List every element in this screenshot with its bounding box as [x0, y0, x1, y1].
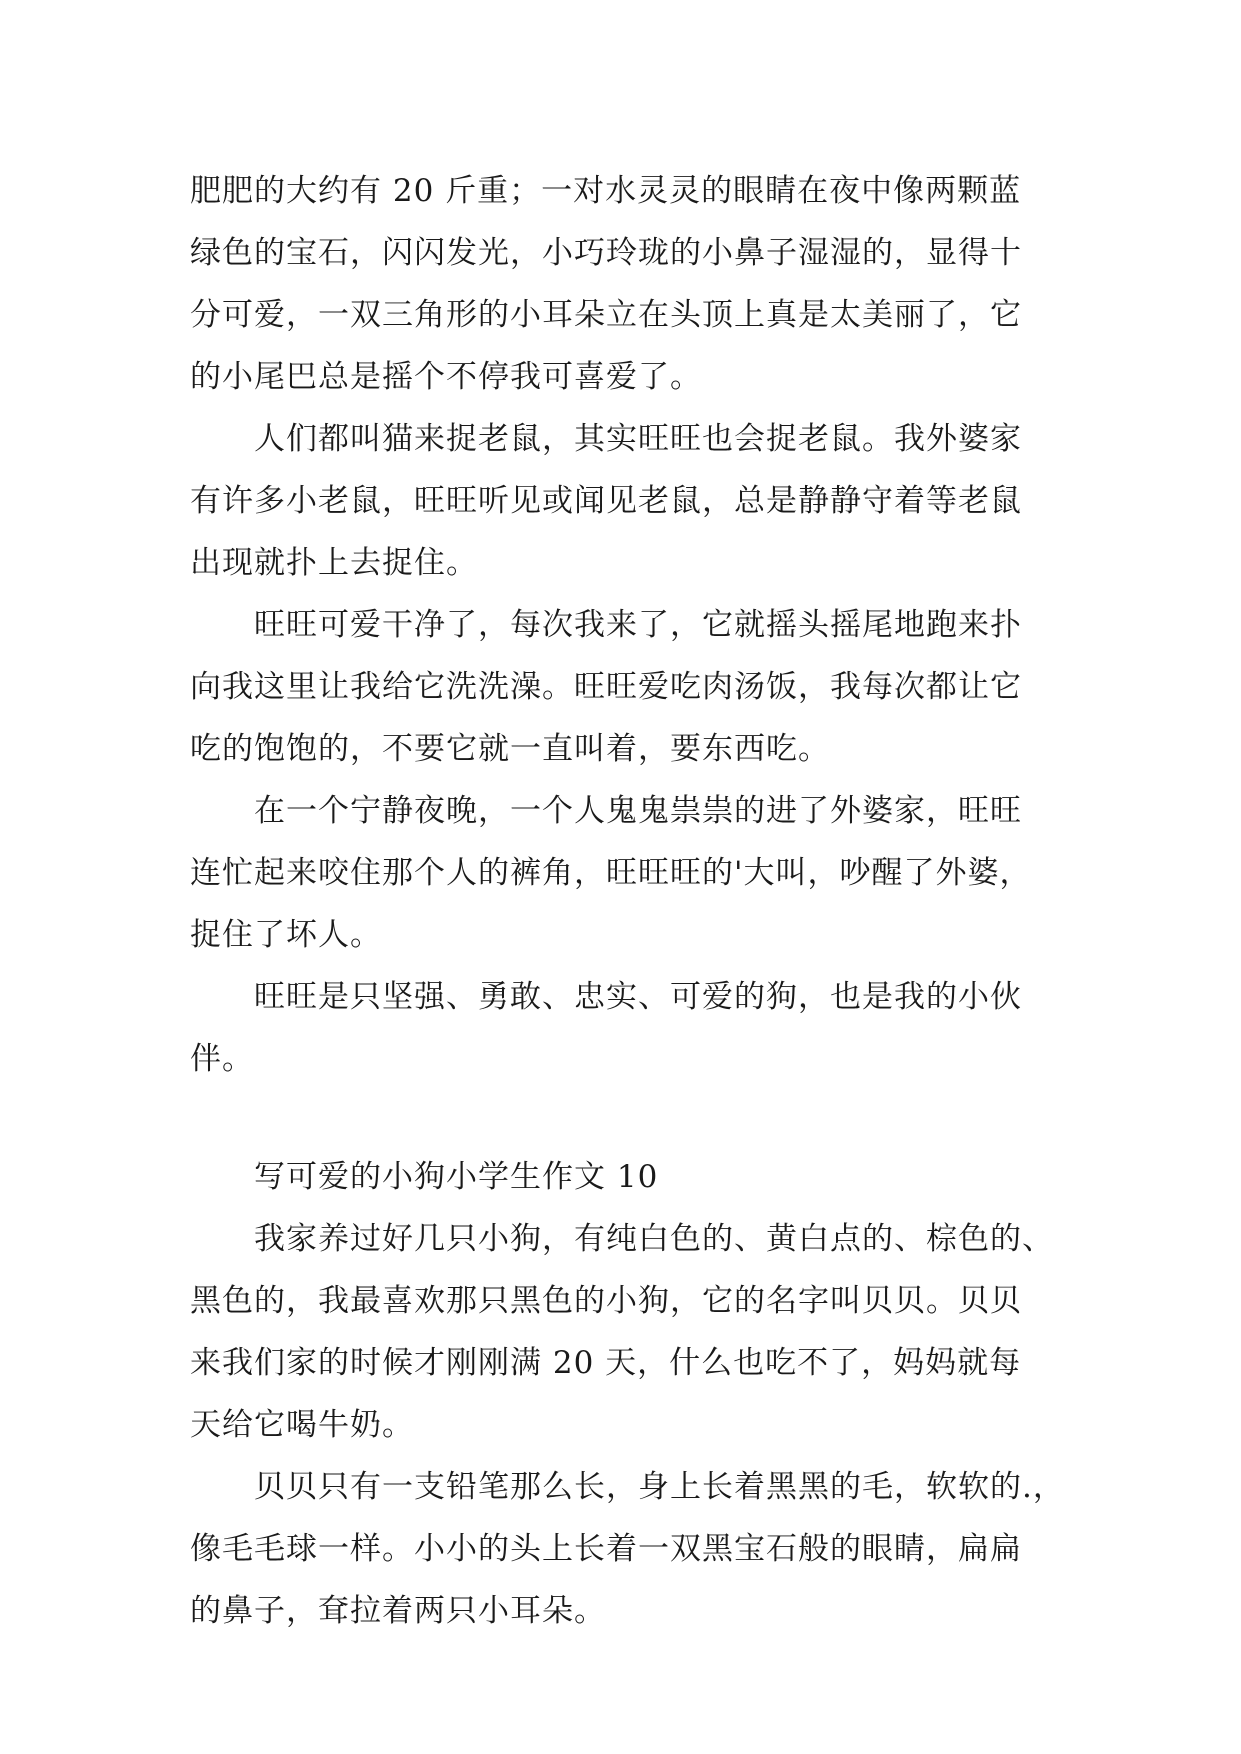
- text-line: 像毛毛球一样。小小的头上长着一双黑宝石般的眼睛，扁扁: [190, 1531, 1022, 1567]
- paragraph-7: [190, 1456, 1070, 1642]
- text-line: 人们都叫猫来捉老鼠，其实旺旺也会捉老鼠。我外婆家: [254, 421, 1022, 457]
- section-heading: 写可爱的小狗小学生作文 10: [254, 1159, 659, 1195]
- text-line: 绿色的宝石，闪闪发光，小巧玲珑的小鼻子湿湿的，显得十: [190, 235, 1022, 271]
- text-line: 伴。: [190, 1041, 254, 1077]
- text-line: 捉住了坏人。: [190, 917, 382, 953]
- text-line: 在一个宁静夜晚，一个人鬼鬼祟祟的进了外婆家，旺旺: [254, 793, 1022, 829]
- text-line: 我家养过好几只小狗，有纯白色的、黄白点的、棕色的、: [254, 1221, 1054, 1257]
- paragraph-5: [190, 966, 1070, 1090]
- text-line: 连忙起来咬住那个人的裤角，旺旺旺的'大叫，吵醒了外婆，: [190, 855, 1032, 891]
- text-line: 向我这里让我给它洗洗澡。旺旺爱吃肉汤饭，我每次都让它: [190, 669, 1022, 705]
- section-spacer: [190, 1090, 1070, 1146]
- text-line: 天给它喝牛奶。: [190, 1407, 414, 1443]
- paragraph-3: [190, 594, 1070, 780]
- text-line: 的小尾巴总是摇个不停我可喜爱了。: [190, 359, 702, 395]
- text-line: 旺旺是只坚强、勇敢、忠实、可爱的狗，也是我的小伙: [254, 979, 1022, 1015]
- text-line: 肥肥的大约有 20 斤重；一对水灵灵的眼睛在夜中像两颗蓝: [190, 173, 1022, 209]
- paragraph-1: [190, 160, 1070, 408]
- text-line: 来我们家的时候才刚刚满 20 天，什么也吃不了，妈妈就每: [190, 1345, 1022, 1381]
- text-line: 出现就扑上去捉住。: [190, 545, 478, 581]
- paragraph-6: [190, 1208, 1070, 1456]
- text-line: 吃的饱饱的，不要它就一直叫着，要东西吃。: [190, 731, 830, 767]
- paragraph-2: [190, 408, 1070, 594]
- text-line: 黑色的，我最喜欢那只黑色的小狗，它的名字叫贝贝。贝贝: [190, 1283, 1022, 1319]
- text-line: 贝贝只有一支铅笔那么长，身上长着黑黑的毛，软软的.，: [254, 1469, 1065, 1505]
- essay-text: [190, 160, 1070, 1642]
- text-line: 的鼻子，耷拉着两只小耳朵。: [190, 1593, 606, 1629]
- text-line: 分可爱，一双三角形的小耳朵立在头顶上真是太美丽了，它: [190, 297, 1022, 333]
- text-line: 旺旺可爱干净了，每次我来了，它就摇头摇尾地跑来扑: [254, 607, 1022, 643]
- text-line: 有许多小老鼠，旺旺听见或闻见老鼠，总是静静守着等老鼠: [190, 483, 1022, 519]
- paragraph-4: [190, 780, 1070, 966]
